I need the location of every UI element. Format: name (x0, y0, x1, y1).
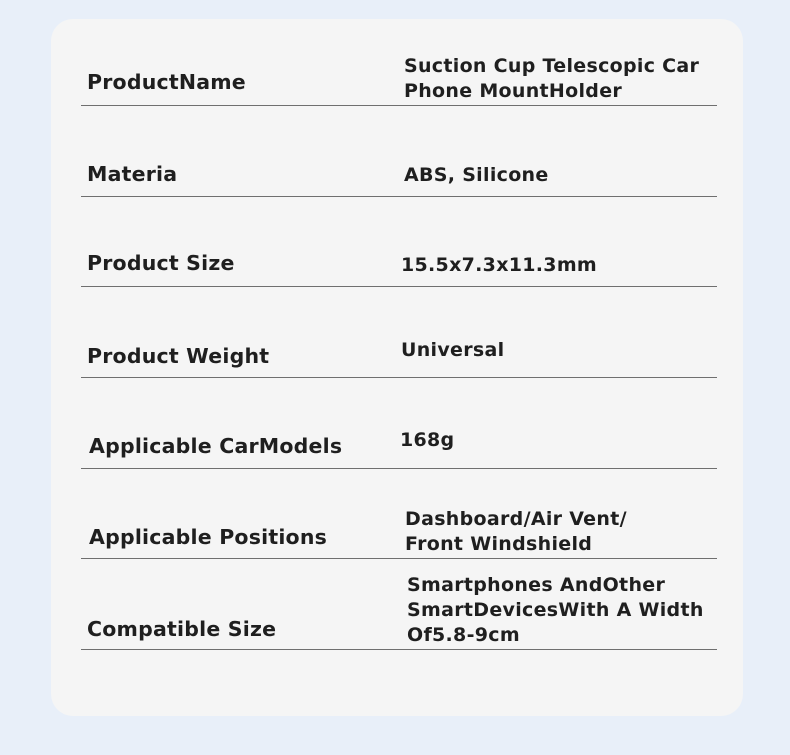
spec-value: Suction Cup Telescopic Car Phone MountHolder (404, 55, 700, 102)
spec-value: Universal (401, 339, 505, 361)
spec-value: Smartphones AndOther SmartDevicesWith A Width Of5.8-9cm (407, 574, 704, 646)
spec-value: 15.5x7.3x11.3mm (401, 254, 598, 276)
spec-label: Materia (87, 162, 178, 186)
spec-row (81, 137, 717, 197)
spec-label: Compatible Size (87, 617, 277, 641)
spec-label: Product Size (87, 251, 235, 275)
spec-value: Dashboard/Air Vent/ Front Windshield (405, 508, 627, 555)
spec-row (81, 500, 717, 559)
spec-row (81, 574, 717, 650)
spec-value: ABS, Silicone (404, 164, 549, 186)
spec-label: ProductName (87, 70, 246, 94)
spec-row (81, 319, 717, 378)
spec-label: Applicable Positions (89, 525, 328, 549)
spec-label: Product Weight (87, 344, 270, 368)
spec-row (81, 47, 717, 106)
spec-row (81, 410, 717, 469)
spec-value: 168g (400, 429, 455, 451)
spec-label: Applicable CarModels (89, 434, 343, 458)
spec-card (51, 19, 743, 716)
spec-row (81, 228, 717, 287)
